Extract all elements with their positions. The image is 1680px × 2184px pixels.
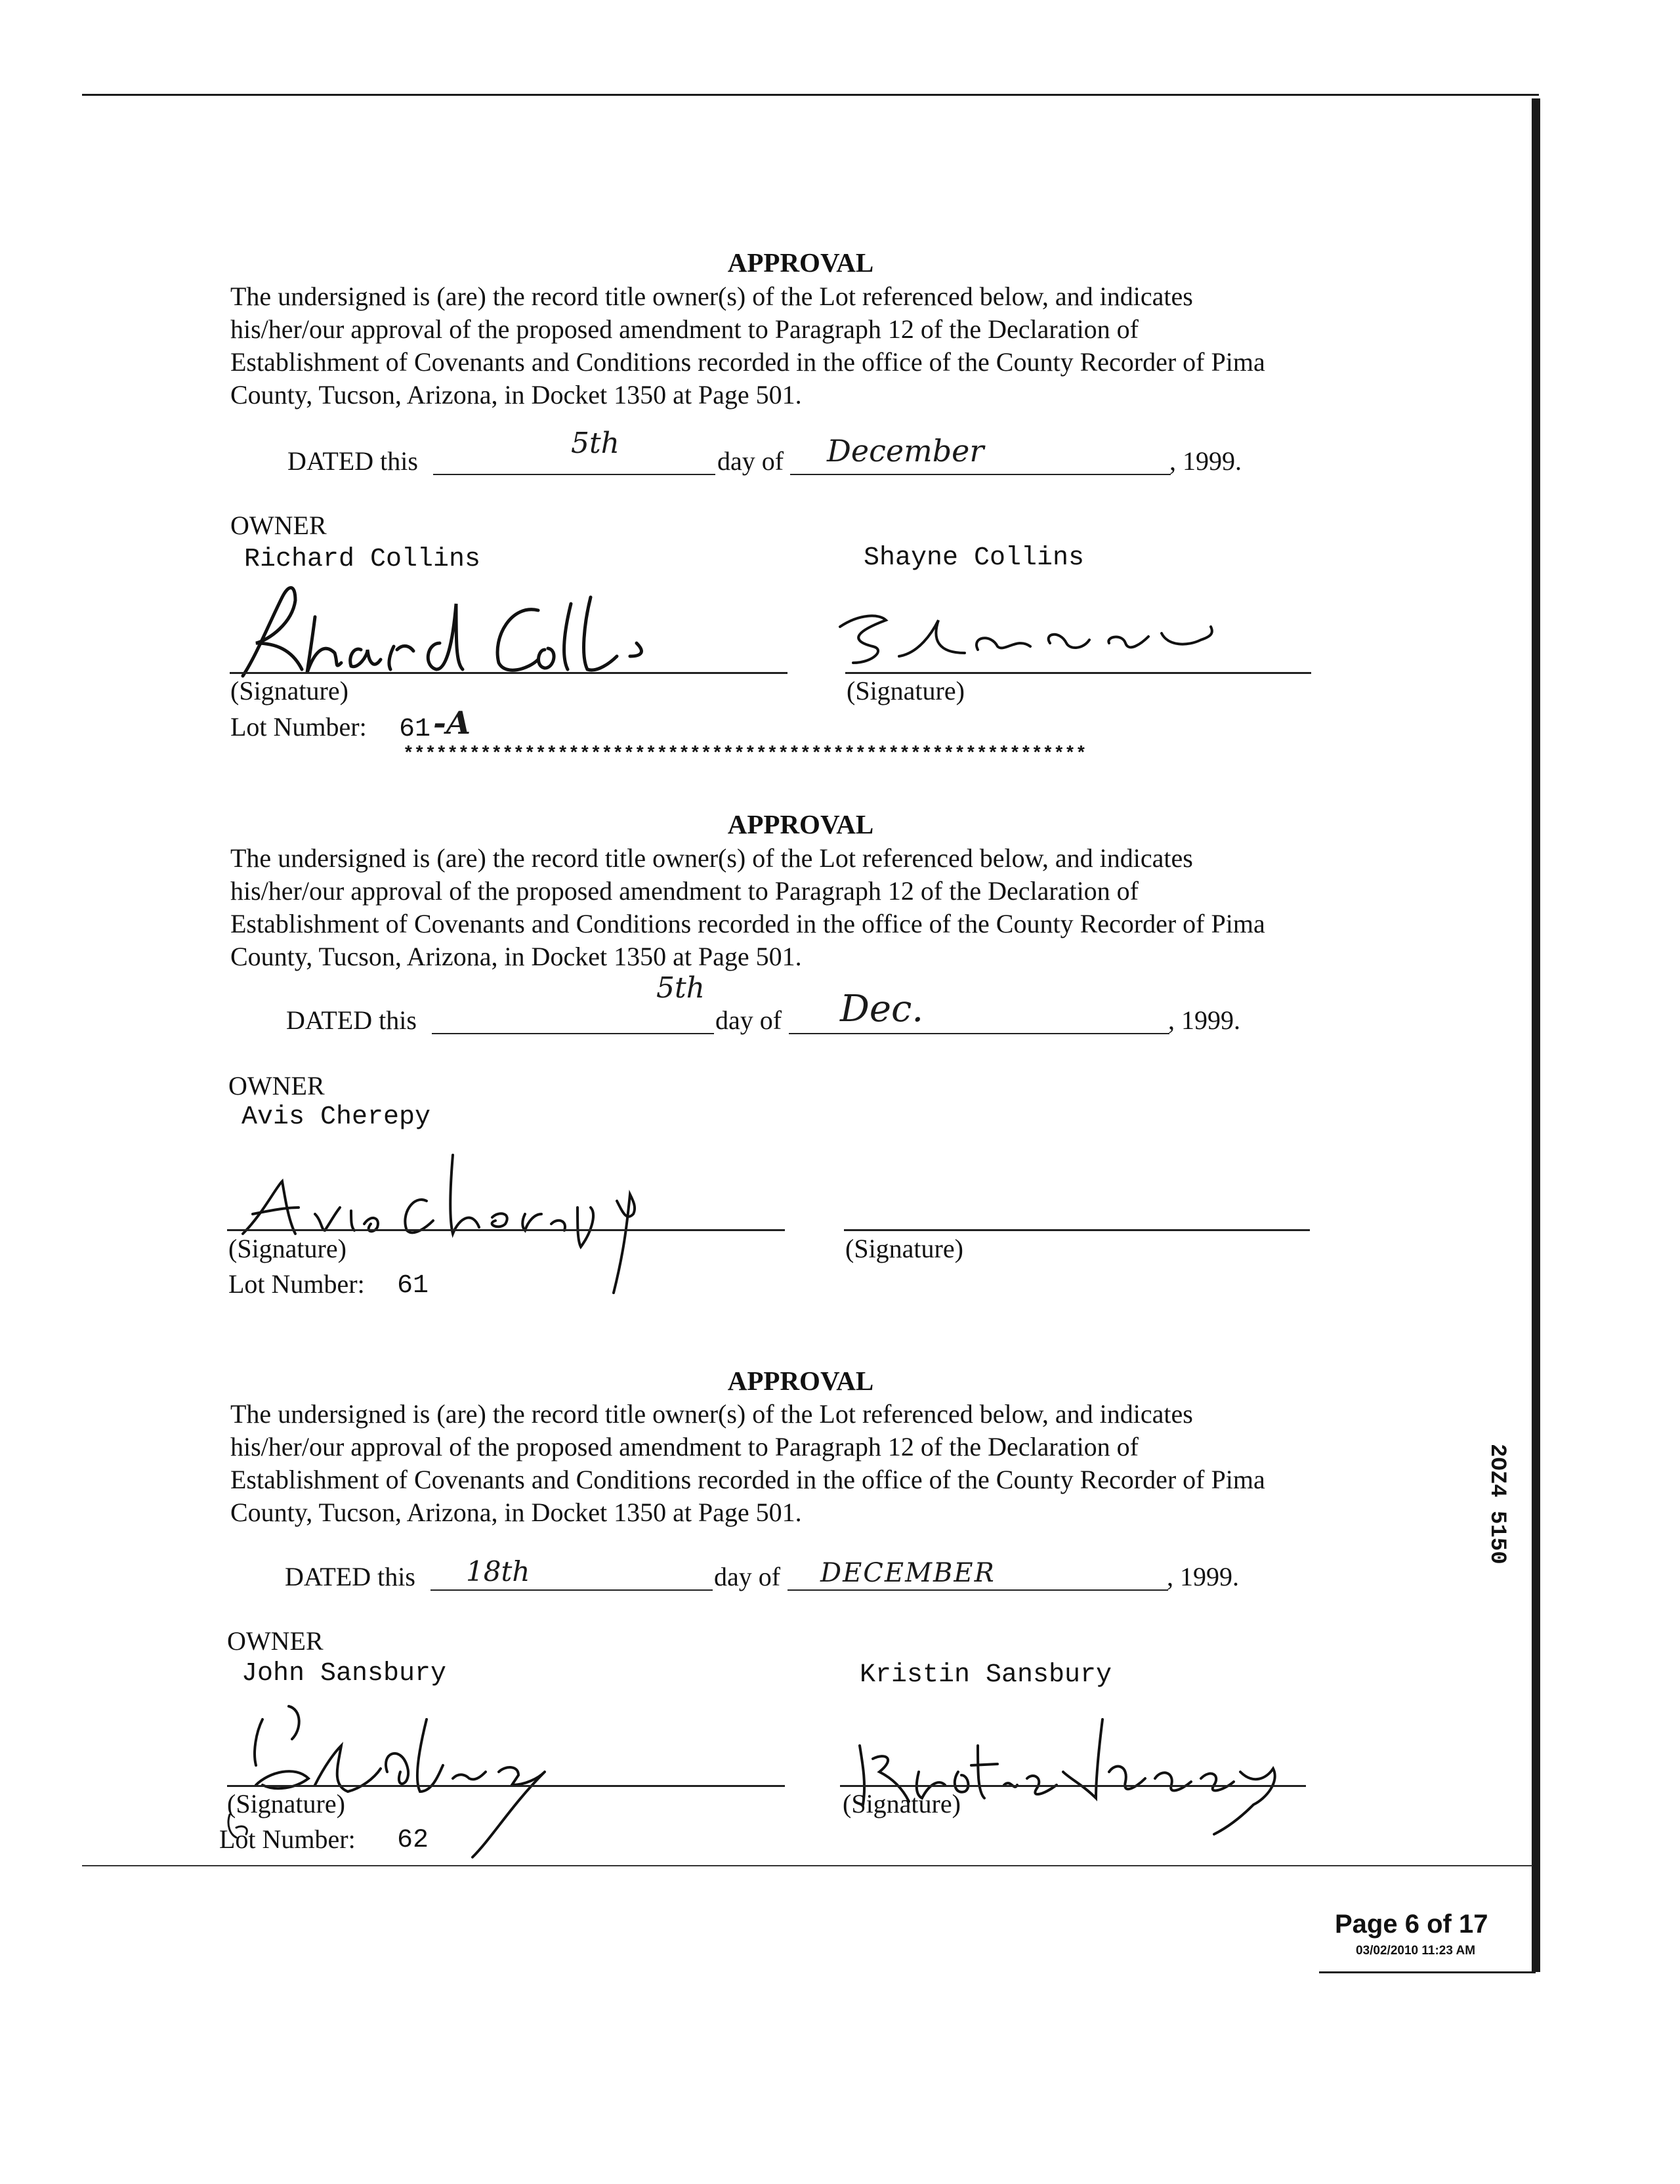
- handwritten-month: DECEMBER: [820, 1558, 996, 1588]
- day-blank-line: [430, 1589, 713, 1591]
- dated-this-label: DATED this: [287, 446, 418, 476]
- lot-number-label: Lot Number:: [230, 712, 367, 742]
- handwritten-day: 5th: [656, 971, 705, 1005]
- lot-number-value: 62: [397, 1826, 429, 1855]
- signature-line-right: [844, 1229, 1310, 1231]
- top-border-line: [82, 94, 1539, 96]
- signature-label-left: (Signature): [230, 676, 348, 705]
- day-of-label: day of: [717, 446, 784, 476]
- paragraph-line: The undersigned is (are) the record title owner(s) of the Lot referenced below, and indicates: [230, 282, 1193, 311]
- year-label: , 1999.: [1168, 1005, 1240, 1035]
- paragraph-line: his/her/our approval of the proposed amendment to Paragraph 12 of the Declaration of: [230, 1432, 1139, 1461]
- lot-number-value: 61: [399, 715, 431, 744]
- lot-number-label: Lot Number:: [228, 1269, 365, 1299]
- lower-divider-line: [82, 1865, 1532, 1866]
- approval-paragraph-2: [230, 842, 1425, 973]
- paragraph-line: Establishment of Covenants and Conditions recorded in the office of the County Recorder of Pima: [230, 1465, 1265, 1494]
- page-number: Page 6 of 17: [1335, 1910, 1488, 1939]
- paragraph-line: County, Tucson, Arizona, in Docket 1350 at Page 501.: [230, 942, 802, 971]
- footer-timestamp: 03/02/2010 11:23 AM: [1356, 1944, 1476, 1958]
- handwritten-day: 18th: [466, 1555, 530, 1587]
- dated-this-label: DATED this: [285, 1562, 415, 1591]
- owner-name-right: Shayne Collins: [864, 543, 1085, 573]
- signature-line-left: [230, 672, 788, 674]
- signature-label-left: (Signature): [227, 1789, 345, 1818]
- day-blank-line: [432, 1033, 714, 1034]
- owner-name-right: Kristin Sansbury: [860, 1660, 1112, 1690]
- owner-label: OWNER: [228, 1071, 325, 1101]
- paragraph-line: Establishment of Covenants and Conditions recorded in the office of the County Recorder of Pima: [230, 909, 1265, 938]
- handwritten-day: 5th: [571, 427, 620, 460]
- right-border-line: [1532, 98, 1540, 1972]
- side-recording-stamp: 2OZ4 5150: [1484, 1444, 1509, 1564]
- signature-label-right: (Signature): [845, 1234, 963, 1263]
- year-label: , 1999.: [1167, 1562, 1239, 1591]
- paragraph-line: Establishment of Covenants and Conditions recorded in the office of the County Recorder of Pima: [230, 347, 1265, 377]
- lot-number-label: Lot Number:: [219, 1824, 356, 1854]
- paragraph-line: The undersigned is (are) the record title owner(s) of the Lot referenced below, and indicates: [230, 843, 1193, 873]
- month-blank-line: [790, 474, 1171, 475]
- signature-label-left: (Signature): [228, 1234, 346, 1263]
- approval-heading-1: APPROVAL: [727, 247, 874, 278]
- bottom-border-line: [1319, 1971, 1536, 1973]
- owner-name-left: Avis Cherepy: [242, 1102, 431, 1132]
- signature-line-left: [227, 1785, 785, 1787]
- month-blank-line: [789, 1033, 1169, 1034]
- handwritten-lot-suffix: -A: [433, 705, 471, 742]
- lot-number-value: 61: [397, 1271, 429, 1301]
- year-label: , 1999.: [1169, 446, 1242, 476]
- paragraph-line: his/her/our approval of the proposed amendment to Paragraph 12 of the Declaration of: [230, 876, 1139, 906]
- handwritten-month: December: [827, 433, 984, 469]
- paragraph-line: County, Tucson, Arizona, in Docket 1350 at Page 501.: [230, 1498, 802, 1527]
- approval-paragraph-3: [230, 1398, 1425, 1529]
- paragraph-line: County, Tucson, Arizona, in Docket 1350 at Page 501.: [230, 380, 802, 410]
- handwritten-month: Dec.: [840, 988, 924, 1030]
- signature-label-right: (Signature): [843, 1789, 961, 1818]
- signature-label-right: (Signature): [847, 676, 965, 705]
- paragraph-line: The undersigned is (are) the record title owner(s) of the Lot referenced below, and indicates: [230, 1399, 1193, 1429]
- approval-paragraph-1: [230, 280, 1425, 411]
- day-of-label: day of: [715, 1005, 782, 1035]
- day-of-label: day of: [714, 1562, 781, 1591]
- approval-heading-3: APPROVAL: [727, 1366, 874, 1396]
- approval-heading-2: APPROVAL: [727, 809, 874, 839]
- paragraph-line: his/her/our approval of the proposed amendment to Paragraph 12 of the Declaration of: [230, 314, 1139, 344]
- signature-line-left: [227, 1229, 785, 1231]
- owner-name-left: John Sansbury: [242, 1659, 447, 1689]
- dated-this-label: DATED this: [286, 1005, 417, 1035]
- signature-line-right: [845, 672, 1311, 674]
- owner-label: OWNER: [227, 1626, 324, 1656]
- separator-asterisks: **************************************************************: [403, 744, 1087, 765]
- owner-label: OWNER: [230, 511, 327, 540]
- day-blank-line: [433, 474, 715, 475]
- owner-name-left: Richard Collins: [244, 545, 481, 574]
- signature-line-right: [840, 1785, 1306, 1787]
- month-blank-line: [788, 1589, 1168, 1591]
